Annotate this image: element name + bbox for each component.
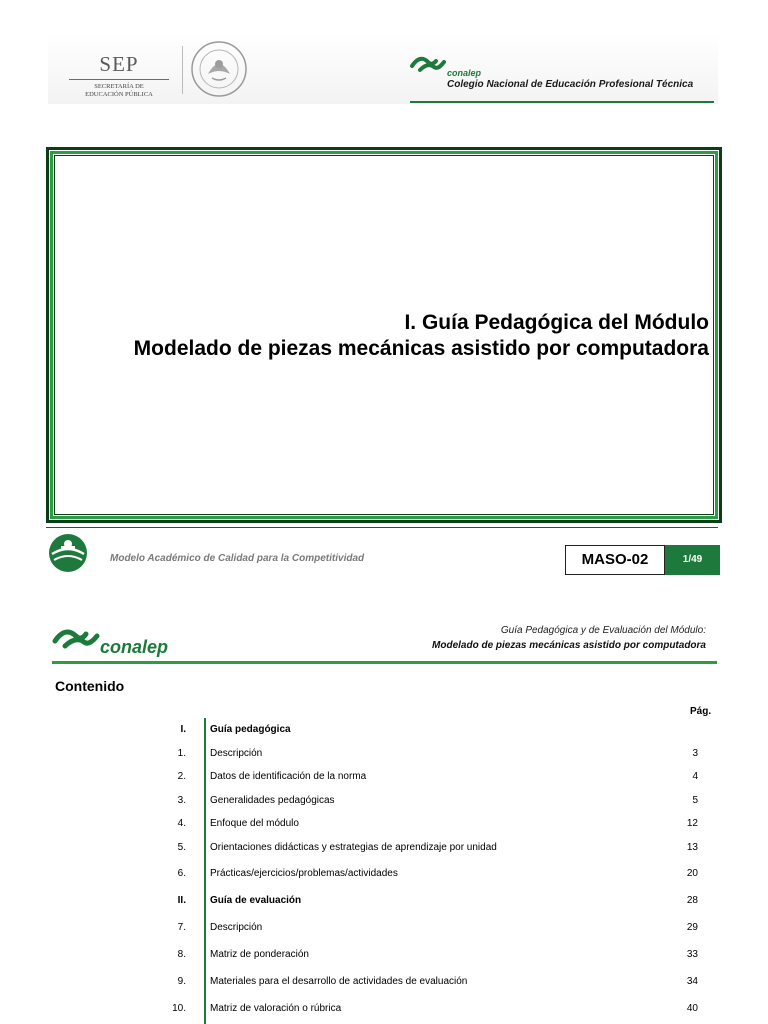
toc-page-number: 20: [686, 868, 698, 879]
module-code: MASO-02: [565, 545, 665, 575]
guide-subtitle: Guía Pedagógica y de Evaluación del Módulo:: [500, 625, 706, 636]
page-column-label: Pág.: [690, 706, 712, 717]
toc-page-number: 12: [686, 818, 698, 829]
title-frame: [46, 147, 722, 523]
toc-number: 2.: [177, 771, 186, 782]
toc-row: [0, 724, 768, 742]
toc-row: [0, 976, 768, 994]
footer-rule: [46, 527, 718, 528]
toc-label: Materiales para el desarrollo de actividades de evaluación: [210, 976, 468, 987]
toc-label: Descripción: [210, 748, 263, 759]
toc-page-number: 34: [686, 976, 698, 987]
toc-number: 10.: [172, 1003, 186, 1014]
toc-label: Enfoque del módulo: [210, 818, 299, 829]
toc-number: 8.: [177, 949, 186, 960]
sep-title: SEP: [99, 52, 139, 76]
model-caption: Modelo Académico de Calidad para la Competitividad: [110, 553, 365, 564]
national-seal-icon: [190, 40, 248, 98]
sep-line: [69, 79, 169, 80]
module-title: [134, 310, 709, 362]
toc-label: Prácticas/ejercicios/problemas/actividades: [210, 868, 398, 879]
toc-number: 3.: [177, 795, 186, 806]
toc-row: [0, 949, 768, 967]
toc-page-number: 3: [692, 748, 698, 759]
toc-page-number: 5: [692, 795, 698, 806]
toc-row: [0, 895, 768, 913]
toc-page-number: 13: [686, 842, 698, 853]
conalep-logo-icon: [52, 623, 100, 651]
toc-page-number: 28: [686, 895, 698, 906]
module-title-line1: I. Guía Pedagógica del Módulo: [404, 311, 709, 334]
toc-row: [0, 748, 768, 766]
toc-number: 7.: [177, 922, 186, 933]
toc-page-number: 29: [686, 922, 698, 933]
toc-page-number: 40: [686, 1003, 698, 1014]
conalep-full-name: Colegio Nacional de Educación Profesional Técnica: [447, 79, 694, 90]
toc-row: [0, 1003, 768, 1021]
toc-number: 9.: [177, 976, 186, 987]
sep-subtitle-line1: SECRETARÍA DE: [94, 83, 144, 90]
toc-row: [0, 771, 768, 789]
toc-number: 1.: [177, 748, 186, 759]
contents-heading: Contenido: [55, 678, 125, 694]
toc-label: Datos de identificación de la norma: [210, 771, 367, 782]
toc-row: [0, 868, 768, 886]
toc-label: Generalidades pedagógicas: [210, 795, 335, 806]
toc-label: Orientaciones didácticas y estrategias de aprendizaje por unidad: [210, 842, 497, 853]
guide-module-name: Modelado de piezas mecánicas asistido por computadora: [432, 640, 706, 651]
toc-number: 4.: [177, 818, 186, 829]
toc-label: Descripción: [210, 922, 263, 933]
toc-row: [0, 842, 768, 860]
toc-label: Guía pedagógica: [210, 724, 291, 735]
quality-model-logo-icon: [46, 532, 90, 574]
toc-page-number: 4: [692, 771, 698, 782]
toc-number: II.: [177, 895, 186, 906]
toc-number: I.: [180, 724, 186, 735]
toc-label: Matriz de ponderación: [210, 949, 309, 960]
toc-row: [0, 922, 768, 940]
module-title-line2: Modelado de piezas mecánicas asistido por computadora: [133, 337, 709, 360]
toc-label: Matriz de valoración o rúbrica: [210, 1003, 342, 1014]
toc-row: [0, 795, 768, 813]
toc-label: Guía de evaluación: [210, 895, 302, 906]
page-number-badge: 1/49: [665, 545, 720, 575]
conalep-logo-icon: [410, 52, 446, 74]
conalep-wordmark-large: conalep: [100, 637, 169, 657]
sep-logo: [64, 52, 174, 99]
toc-page-number: 33: [686, 949, 698, 960]
toc-number: 6.: [177, 868, 186, 879]
toc-row: [0, 818, 768, 836]
page2-header-rule: [52, 661, 717, 664]
sep-subtitle-line2: EDUCACIÓN PÚBLICA: [85, 91, 153, 98]
conalep-wordmark: conalep: [447, 68, 482, 78]
header-divider: [182, 46, 183, 94]
header-rule: [410, 101, 714, 103]
toc-number: 5.: [177, 842, 186, 853]
